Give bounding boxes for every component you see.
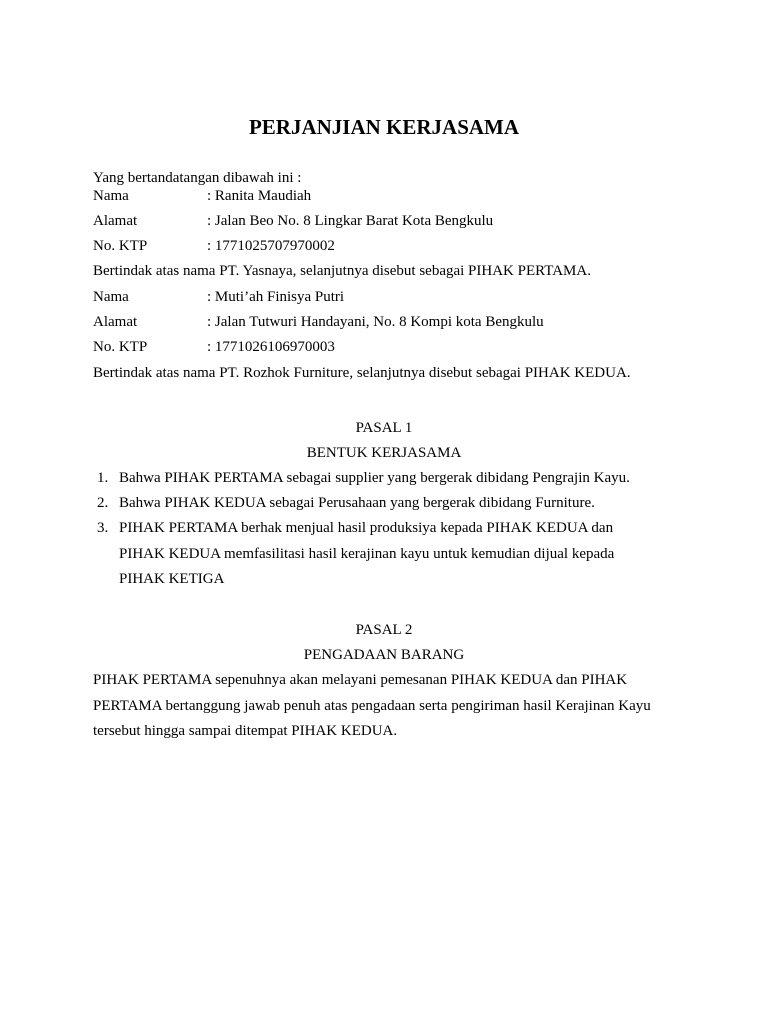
party2-name-label: Nama [93, 289, 129, 305]
pasal2-paragraph-line: PERTAMA bertanggung jawab penuh atas pengadaan serta pengiriman hasil Kerajinan Kayu [93, 698, 651, 714]
pasal2-paragraph-line: tersebut hingga sampai ditempat PIHAK KEDUA. [93, 723, 398, 739]
party1-address-label: Alamat [93, 213, 138, 229]
party1-address-value: : Jalan Beo No. 8 Lingkar Barat Kota Bengkulu [207, 213, 494, 229]
party2-address-value: : Jalan Tutwuri Handayani, No. 8 Kompi kota Bengkulu [207, 314, 544, 330]
pasal1-item-number: 1. [97, 470, 109, 486]
party1-ktp-value: : 1771025707970002 [207, 238, 335, 254]
pasal2-heading: PASAL 2 [355, 622, 413, 638]
pasal1-heading: PASAL 1 [355, 420, 413, 436]
party1-name-label: Nama [93, 188, 129, 204]
pasal1-item-text: PIHAK KETIGA [119, 571, 225, 587]
party1-role: Bertindak atas nama PT. Yasnaya, selanjutnya disebut sebagai PIHAK PERTAMA. [93, 263, 591, 279]
party1-name-value: : Ranita Maudiah [207, 188, 312, 204]
pasal2-subheading: PENGADAAN BARANG [303, 647, 465, 663]
party2-address-label: Alamat [93, 314, 138, 330]
party2-role: Bertindak atas nama PT. Rozhok Furniture, selanjutnya disebut sebagai PIHAK KEDUA. [93, 365, 631, 381]
document-title: PERJANJIAN KERJASAMA [248, 115, 520, 139]
pasal1-item-number: 2. [97, 495, 109, 511]
party2-ktp-label: No. KTP [93, 339, 148, 355]
pasal1-item-text: Bahwa PIHAK PERTAMA sebagai supplier yang bergerak dibidang Pengrajin Kayu. [119, 470, 630, 486]
intro-text: Yang bertandatangan dibawah ini : [93, 170, 302, 186]
pasal2-paragraph-line: PIHAK PERTAMA sepenuhnya akan melayani pemesanan PIHAK KEDUA dan PIHAK [93, 672, 628, 688]
party2-ktp-value: : 1771026106970003 [207, 339, 335, 355]
pasal1-item-text: Bahwa PIHAK KEDUA sebagai Perusahaan yang bergerak dibidang Furniture. [119, 495, 595, 511]
pasal1-subheading: BENTUK KERJASAMA [306, 445, 462, 461]
pasal1-item-number: 3. [97, 520, 109, 536]
pasal1-item-text: PIHAK KEDUA memfasilitasi hasil kerajinan kayu untuk kemudian dijual kepada [119, 546, 615, 562]
pasal1-item-text: PIHAK PERTAMA berhak menjual hasil produksiya kepada PIHAK KEDUA dan [119, 520, 614, 536]
party2-name-value: : Muti’ah Finisya Putri [207, 289, 345, 305]
party1-ktp-label: No. KTP [93, 238, 148, 254]
